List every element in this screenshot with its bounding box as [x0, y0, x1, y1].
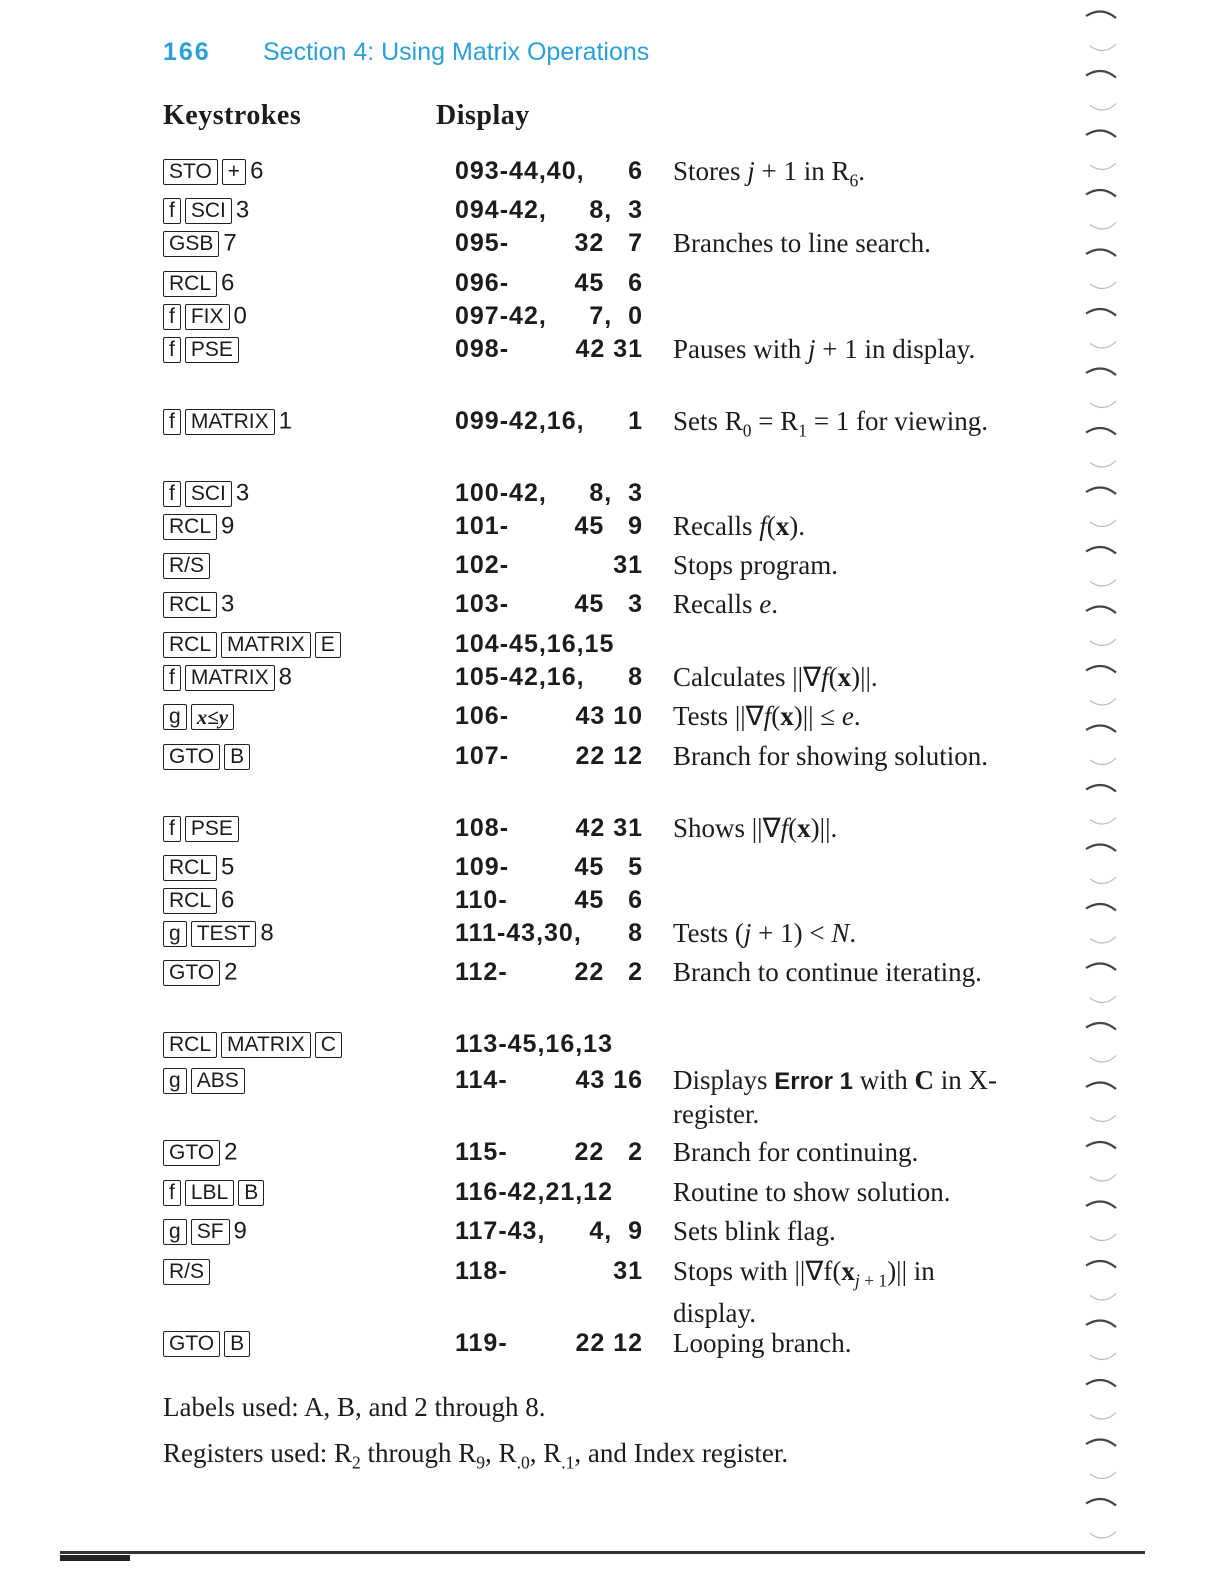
binding-ring-shadow	[1090, 1234, 1116, 1241]
binding-ring	[1086, 606, 1116, 613]
display-line-code: 112-	[455, 958, 508, 986]
binding-ring-shadow	[1090, 996, 1116, 1003]
display-code	[455, 512, 643, 540]
page-header	[163, 38, 649, 67]
display-keycode: 8, 3	[589, 196, 643, 224]
keystroke-sequence	[163, 742, 254, 770]
calculator-key: g	[163, 921, 187, 947]
binding-rings	[1080, 0, 1140, 1584]
display-keycode: 8	[628, 663, 643, 691]
binding-ring-shadow	[1090, 1472, 1116, 1479]
display-keycode: 32 7	[574, 229, 643, 257]
calculator-key: f	[163, 481, 181, 507]
display-code	[455, 663, 643, 691]
line-description: Stops with $||\nabla f(x_{j + 1})||$ in display.	[673, 1256, 935, 1329]
display-code	[455, 958, 643, 986]
display-line-code: 108-	[455, 814, 510, 842]
calculator-key: RCL	[163, 592, 217, 618]
display-code	[455, 590, 643, 618]
binding-ring-shadow	[1090, 699, 1116, 706]
calculator-key: RCL	[163, 632, 217, 658]
keystroke-sequence	[163, 919, 274, 948]
keystroke-sequence	[163, 1257, 214, 1285]
binding-ring-shadow	[1090, 580, 1116, 587]
keystroke-digit: 0	[233, 302, 247, 330]
calculator-key: MATRIX	[221, 1032, 311, 1058]
keystroke-digit: 6	[221, 886, 235, 914]
binding-ring	[1086, 844, 1116, 851]
binding-ring-shadow	[1090, 1175, 1116, 1182]
calculator-key: MATRIX	[185, 665, 275, 691]
line-description: Sets $R_0 = R_1 = 1$ for viewing.	[673, 406, 989, 441]
calculator-key: FIX	[185, 304, 230, 330]
calculator-key: SF	[191, 1219, 230, 1245]
keystroke-digit: 3	[235, 196, 250, 224]
display-code	[455, 886, 643, 914]
binding-ring	[1086, 666, 1116, 673]
calculator-key: g	[163, 704, 187, 730]
display-keycode: 45 5	[574, 853, 643, 881]
calculator-key: GTO	[163, 744, 220, 770]
calculator-key: LBL	[185, 1180, 234, 1206]
calculator-key: GSB	[163, 231, 219, 257]
calculator-key: RCL	[163, 855, 217, 881]
display-keycode: 8	[628, 919, 643, 947]
binding-ring	[1086, 904, 1116, 911]
binding-ring-shadow	[1090, 163, 1116, 170]
keystroke-sequence	[163, 1178, 268, 1206]
registers-used-text: Registers used: $R_2$ through $R_9$, $R_{.0}$, $R_{.1}$, and Index register.	[163, 1438, 789, 1473]
section-title: Section 4: Using Matrix Operations	[263, 38, 650, 66]
display-line-code: 098-	[455, 335, 510, 363]
binding-ring-shadow	[1090, 758, 1116, 765]
display-code	[455, 1138, 643, 1166]
display-code	[455, 551, 643, 579]
calculator-key: +	[222, 159, 246, 185]
calculator-key: SCI	[185, 481, 232, 507]
line-description: Sets blink flag.	[673, 1216, 836, 1246]
keystroke-sequence	[163, 157, 263, 186]
line-description: Routine to show solution.	[673, 1177, 951, 1207]
binding-ring-shadow	[1090, 342, 1116, 349]
calculator-key: f	[163, 304, 181, 330]
binding-ring	[1086, 130, 1116, 137]
display-keycode: 31	[613, 1257, 643, 1285]
display-code	[455, 157, 643, 185]
keystroke-sequence	[163, 302, 247, 331]
display-line-code: 113-45,16,13	[455, 1030, 613, 1058]
binding-ring-shadow	[1090, 1353, 1116, 1360]
keystroke-sequence	[163, 196, 249, 225]
binding-ring	[1086, 1320, 1116, 1327]
calculator-key: f	[163, 816, 181, 842]
display-keycode: 22 12	[575, 742, 643, 770]
keystroke-digit: 9	[233, 1217, 247, 1245]
display-keycode: 1	[628, 407, 643, 435]
display-line-code: 102-	[455, 551, 510, 579]
display-keycode: 45 3	[574, 590, 643, 618]
calculator-key: MATRIX	[185, 409, 275, 435]
display-line-code: 106-	[455, 702, 510, 730]
line-description: Branch for continuing.	[673, 1137, 919, 1167]
binding-ring	[1086, 368, 1116, 375]
line-description: Looping branch.	[673, 1328, 852, 1358]
binding-ring-shadow	[1090, 639, 1116, 646]
display-code	[455, 630, 643, 658]
display-line-code: 117-43,	[455, 1217, 546, 1245]
display-keycode: 22 2	[574, 958, 643, 986]
keystroke-digit: 3	[235, 479, 250, 507]
keystrokes-column-heading: Keystrokes	[163, 100, 302, 131]
display-line-code: 111-43,30,	[455, 919, 582, 947]
keystroke-sequence	[163, 1066, 249, 1094]
keystroke-sequence	[163, 512, 234, 541]
binding-ring-shadow	[1090, 937, 1116, 944]
calculator-key: B	[224, 744, 250, 770]
binding-ring	[1086, 547, 1116, 554]
display-code	[455, 702, 643, 730]
binding-ring	[1086, 725, 1116, 732]
keystroke-digit: 6	[250, 157, 264, 185]
binding-ring-shadow	[1090, 104, 1116, 111]
registers-used-note	[163, 1438, 788, 1473]
binding-ring-shadow	[1090, 461, 1116, 468]
keystroke-digit: 3	[221, 590, 235, 618]
display-keycode: 31	[613, 551, 643, 579]
calculator-key: GTO	[163, 1331, 220, 1357]
keystroke-digit: 6	[221, 269, 235, 297]
display-keycode: 7, 0	[589, 302, 643, 330]
display-line-code: 107-	[455, 742, 510, 770]
binding-ring	[1086, 71, 1116, 78]
line-description: Branch for showing solution.	[673, 741, 988, 771]
display-line-code: 094-42,	[455, 196, 547, 224]
binding-ring	[1086, 249, 1116, 256]
display-code	[455, 919, 643, 947]
display-line-code: 115-	[455, 1138, 508, 1166]
display-code	[455, 742, 643, 770]
calculator-key: B	[224, 1331, 250, 1357]
binding-ring-shadow	[1090, 1056, 1116, 1063]
calculator-key: B	[238, 1180, 264, 1206]
binding-ring-shadow	[1090, 1413, 1116, 1420]
binding-ring	[1086, 1261, 1116, 1268]
display-keycode: 6	[628, 157, 643, 185]
keystroke-sequence	[163, 886, 234, 915]
display-line-code: 101-	[455, 512, 510, 540]
keystroke-sequence	[163, 853, 234, 882]
calculator-key: RCL	[163, 888, 217, 914]
keystroke-digit: 8	[278, 663, 292, 691]
display-code	[455, 407, 643, 435]
calculator-key: RCL	[163, 1032, 217, 1058]
display-code	[455, 1329, 643, 1357]
keystroke-digit: 7	[223, 229, 237, 257]
keystroke-sequence	[163, 1030, 346, 1058]
display-code	[455, 1217, 643, 1245]
display-code	[455, 335, 643, 363]
calculator-key: PSE	[185, 816, 239, 842]
calculator-key: f	[163, 337, 181, 363]
line-description: Recalls e.	[673, 589, 778, 619]
display-code	[455, 302, 643, 330]
keystroke-digit: 2	[224, 958, 238, 986]
display-keycode: 42 31	[575, 335, 643, 363]
keystroke-sequence	[163, 630, 345, 658]
display-line-code: 104-45,16,15	[455, 630, 615, 658]
keystroke-digit: 2	[224, 1138, 238, 1166]
bottom-rule-accent	[60, 1555, 130, 1561]
binding-ring	[1086, 487, 1116, 494]
binding-ring-shadow	[1090, 401, 1116, 408]
keystroke-sequence	[163, 958, 237, 987]
keystroke-digit: 5	[221, 853, 235, 881]
calculator-key: C	[315, 1032, 342, 1058]
keystroke-sequence	[163, 590, 234, 619]
display-keycode: 45 9	[574, 512, 643, 540]
page-number: 166	[163, 38, 211, 66]
binding-ring	[1086, 1499, 1116, 1506]
binding-ring	[1086, 1380, 1116, 1387]
binding-ring	[1086, 963, 1116, 970]
calculator-key: g	[163, 1068, 187, 1094]
binding-ring	[1086, 11, 1116, 18]
display-line-code: 100-42,	[455, 479, 547, 507]
display-line-code: 109-	[455, 853, 510, 881]
binding-ring-shadow	[1090, 818, 1116, 825]
display-line-code: 119-	[455, 1329, 508, 1357]
calculator-key: ABS	[191, 1068, 245, 1094]
keystroke-sequence	[163, 1329, 254, 1357]
display-code	[455, 1030, 643, 1058]
line-description: Tests (j + 1) < N.	[673, 918, 857, 948]
display-keycode: 43 16	[575, 1066, 643, 1094]
calculator-key: f	[163, 198, 181, 224]
display-line-code: 114-	[455, 1066, 508, 1094]
calculator-key: PSE	[185, 337, 239, 363]
display-code	[455, 229, 643, 257]
display-line-code: 095-	[455, 229, 510, 257]
keystroke-sequence	[163, 1217, 247, 1246]
line-description: Branches to line search.	[673, 228, 931, 258]
calculator-key: g	[163, 1219, 187, 1245]
line-description: Branch to continue iterating.	[673, 957, 982, 987]
display-code	[455, 1066, 643, 1094]
keystroke-sequence	[163, 407, 292, 436]
calculator-key: R/S	[163, 1259, 210, 1285]
display-code	[455, 479, 643, 507]
binding-ring-shadow	[1090, 1115, 1116, 1122]
calculator-key: RCL	[163, 271, 217, 297]
line-description: Stores j + 1 in $R_6$.	[673, 156, 866, 191]
bottom-rule	[60, 1551, 1145, 1554]
labels-used-note: Labels used: A, B, and 2 through 8.	[163, 1392, 546, 1422]
display-line-code: 099-42,16,	[455, 407, 585, 435]
calculator-key: R/S	[163, 553, 210, 579]
line-description: Stops program.	[673, 550, 838, 580]
calculator-key: STO	[163, 159, 218, 185]
binding-ring-shadow	[1090, 44, 1116, 51]
line-description: Displays Error 1 with C in X-register.	[673, 1065, 997, 1129]
display-line-code: 110-	[455, 886, 508, 914]
keystroke-sequence	[163, 479, 249, 508]
binding-ring	[1086, 1439, 1116, 1446]
line-description: Recalls f(x).	[673, 511, 805, 541]
keystroke-sequence	[163, 663, 292, 692]
keystroke-sequence	[163, 814, 243, 842]
display-line-code: 105-42,16,	[455, 663, 585, 691]
calculator-key: f	[163, 409, 181, 435]
line-description: Pauses with j + 1 in display.	[673, 334, 976, 364]
display-keycode: 43 10	[575, 702, 643, 730]
display-code	[455, 196, 643, 224]
binding-ring	[1086, 785, 1116, 792]
line-description: Calculates ||∇f(x)||.	[673, 662, 878, 692]
keystroke-sequence	[163, 229, 237, 258]
display-line-code: 116-42,21,12	[455, 1178, 613, 1206]
display-line-code: 096-	[455, 269, 510, 297]
keystroke-digit: 8	[260, 919, 274, 947]
calculator-key: GTO	[163, 960, 220, 986]
binding-ring	[1086, 428, 1116, 435]
binding-ring-shadow	[1090, 223, 1116, 230]
display-keycode: 4, 9	[589, 1217, 643, 1245]
line-description: Shows ||∇f(x)||.	[673, 813, 838, 843]
binding-ring-shadow	[1090, 282, 1116, 289]
calculator-key: TEST	[191, 921, 257, 947]
binding-ring-shadow	[1090, 1532, 1116, 1539]
display-line-code: 097-42,	[455, 302, 547, 330]
binding-ring-shadow	[1090, 877, 1116, 884]
keystroke-sequence	[163, 702, 238, 730]
calculator-key: GTO	[163, 1140, 220, 1166]
binding-ring	[1086, 1082, 1116, 1089]
display-line-code: 118-	[455, 1257, 508, 1285]
display-column-heading: Display	[436, 100, 530, 131]
display-line-code: 093-44,40,	[455, 157, 585, 185]
binding-ring	[1086, 1142, 1116, 1149]
display-code	[455, 1178, 643, 1206]
binding-ring	[1086, 190, 1116, 197]
display-code	[455, 269, 643, 297]
display-keycode: 45 6	[574, 886, 643, 914]
display-code	[455, 814, 643, 842]
calculator-key: RCL	[163, 514, 217, 540]
display-keycode: 22 2	[574, 1138, 643, 1166]
display-keycode: 22 12	[575, 1329, 643, 1357]
calculator-key: f	[163, 665, 181, 691]
keystroke-digit: 9	[221, 512, 235, 540]
display-keycode: 42 31	[575, 814, 643, 842]
display-code	[455, 853, 643, 881]
calculator-key: MATRIX	[221, 632, 311, 658]
keystroke-sequence	[163, 1138, 237, 1167]
calculator-key: f	[163, 1180, 181, 1206]
line-description: Tests ||∇f(x)|| ≤ e.	[673, 701, 861, 731]
keystroke-sequence	[163, 335, 243, 363]
calculator-key: x≤y	[191, 704, 234, 730]
calculator-key: SCI	[185, 198, 232, 224]
binding-ring-shadow	[1090, 520, 1116, 527]
keystroke-sequence	[163, 269, 234, 298]
binding-ring	[1086, 1023, 1116, 1030]
binding-ring	[1086, 1201, 1116, 1208]
keystroke-sequence	[163, 551, 214, 579]
binding-ring	[1086, 309, 1116, 316]
calculator-key: E	[315, 632, 341, 658]
keystroke-digit: 1	[278, 407, 292, 435]
display-keycode: 45 6	[574, 269, 643, 297]
display-keycode: 8, 3	[589, 479, 643, 507]
binding-ring-shadow	[1090, 1294, 1116, 1301]
display-line-code: 103-	[455, 590, 510, 618]
display-code	[455, 1257, 643, 1285]
